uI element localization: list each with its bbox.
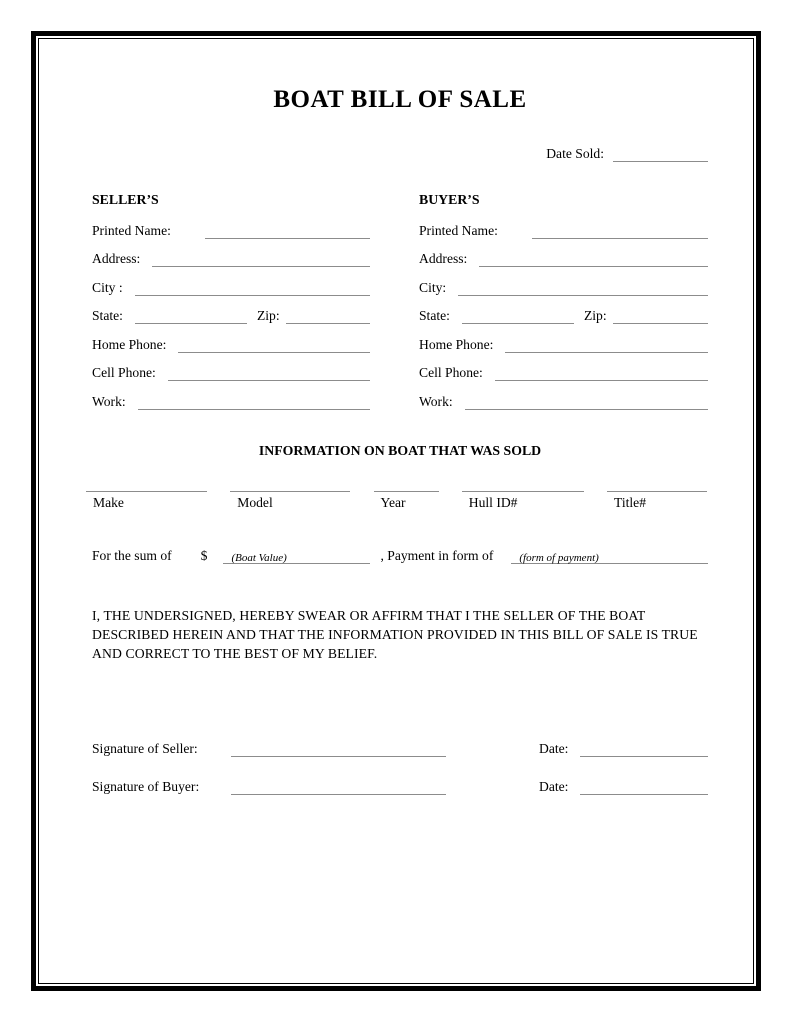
seller-zip-label: Zip: [256, 308, 280, 323]
seller-state-zip-row [92, 306, 370, 324]
parties-section [92, 192, 708, 410]
buyer-work-row [419, 392, 708, 410]
page-inner-border [38, 38, 754, 984]
seller-address-label: Address: [92, 251, 141, 266]
boat-make-label: Make [93, 494, 124, 510]
buyer-cell-phone-row [419, 363, 708, 381]
buyer-home-phone-label: Home Phone: [419, 336, 494, 352]
seller-state-label: State: [92, 308, 123, 323]
buyer-work-field[interactable] [465, 395, 708, 410]
buyer-home-phone-row [419, 335, 708, 353]
buyer-work-label: Work: [419, 393, 453, 409]
buyer-section [419, 192, 708, 410]
boat-year-label: Year [380, 494, 406, 510]
seller-section [92, 192, 370, 410]
seller-cell-phone-label: Cell Phone: [92, 365, 156, 380]
payment-form-caption: (form of payment) [519, 551, 599, 564]
signature-of-buyer-field[interactable] [231, 780, 446, 795]
seller-date-field[interactable] [580, 742, 708, 757]
payment-form-label: , Payment in form of [380, 547, 494, 563]
boat-value-caption: (Boat Value) [231, 551, 287, 564]
buyer-printed-name-row [419, 221, 708, 239]
seller-printed-name-row [92, 221, 370, 239]
signature-of-seller-label: Signature of Seller: [92, 740, 198, 756]
buyer-printed-name-field[interactable] [532, 224, 708, 239]
seller-home-phone-label: Home Phone: [92, 336, 167, 352]
seller-work-field[interactable] [138, 395, 370, 410]
seller-home-phone-row [92, 335, 370, 353]
boat-title-number-field [607, 490, 707, 510]
affirmation-text: I, THE UNDERSIGNED, HEREBY SWEAR OR AFFIRM THAT I THE SELLER OF THE BOAT DESCRIBED HEREIN AND THAT THE INFORMATION PROVIDED IN THIS BILL OF SALE IS TRUE AND CORRECT TO THE BEST OF MY BELIEF. [92, 607, 698, 661]
payment-form-field[interactable] [511, 549, 708, 564]
boat-info-heading: INFORMATION ON BOAT THAT WAS SOLD [258, 442, 542, 458]
buyer-city-row [419, 278, 708, 296]
buyer-city-field[interactable] [458, 281, 708, 296]
buyer-city-label: City: [419, 279, 447, 295]
seller-printed-name-label: Printed Name: [92, 222, 171, 238]
payment-row [92, 546, 708, 564]
seller-printed-name-field[interactable] [205, 224, 370, 239]
buyer-address-row [419, 249, 708, 267]
seller-signature-row [92, 739, 708, 757]
date-sold-row [92, 145, 708, 162]
signature-of-buyer-label: Signature of Buyer: [92, 778, 200, 794]
page-outer-border [31, 31, 761, 991]
seller-home-phone-field[interactable] [178, 338, 370, 353]
seller-state-field[interactable] [135, 309, 247, 324]
boat-info-fields-row [86, 490, 707, 510]
buyer-signature-row [92, 777, 708, 795]
seller-cell-phone-field[interactable] [168, 366, 370, 381]
seller-cell-phone-row [92, 363, 370, 381]
buyer-date-field[interactable] [580, 780, 708, 795]
dollar-sign: $ [200, 547, 208, 563]
buyer-heading: BUYER’S [419, 192, 480, 207]
boat-make-field [86, 490, 207, 510]
buyer-home-phone-field[interactable] [505, 338, 708, 353]
buyer-cell-phone-field[interactable] [495, 366, 708, 381]
seller-heading: SELLER’S [92, 192, 159, 207]
buyer-zip-label: Zip: [583, 308, 607, 323]
sum-of-label: For the sum of [92, 547, 172, 563]
seller-date-label: Date: [539, 740, 569, 756]
buyer-cell-phone-label: Cell Phone: [419, 365, 483, 380]
buyer-address-label: Address: [419, 251, 468, 266]
boat-title-number-label: Title# [614, 494, 646, 510]
boat-hull-id-label: Hull ID# [468, 494, 518, 510]
seller-address-field[interactable] [152, 252, 370, 267]
date-sold-label: Date Sold: [546, 146, 604, 161]
seller-zip-field[interactable] [286, 309, 370, 324]
boat-year-field [374, 490, 439, 510]
signature-of-seller-field[interactable] [231, 742, 446, 757]
boat-hull-id-field [462, 490, 584, 510]
buyer-printed-name-label: Printed Name: [419, 222, 498, 238]
buyer-state-field[interactable] [462, 309, 574, 324]
buyer-state-label: State: [419, 308, 450, 323]
buyer-state-zip-row [419, 306, 708, 324]
buyer-date-label: Date: [539, 778, 569, 794]
buyer-address-field[interactable] [479, 252, 708, 267]
boat-value-field[interactable] [223, 549, 370, 564]
seller-address-row [92, 249, 370, 267]
boat-model-field [230, 490, 350, 510]
buyer-zip-field[interactable] [613, 309, 708, 324]
page-title: BOAT BILL OF SALE [273, 86, 527, 113]
seller-city-row [92, 278, 370, 296]
seller-work-label: Work: [92, 393, 126, 409]
seller-work-row [92, 392, 370, 410]
boat-model-label: Model [237, 494, 273, 510]
seller-city-field[interactable] [135, 281, 370, 296]
column-gap [370, 192, 419, 410]
seller-city-label: City : [92, 279, 123, 295]
date-sold-field[interactable] [613, 147, 708, 162]
